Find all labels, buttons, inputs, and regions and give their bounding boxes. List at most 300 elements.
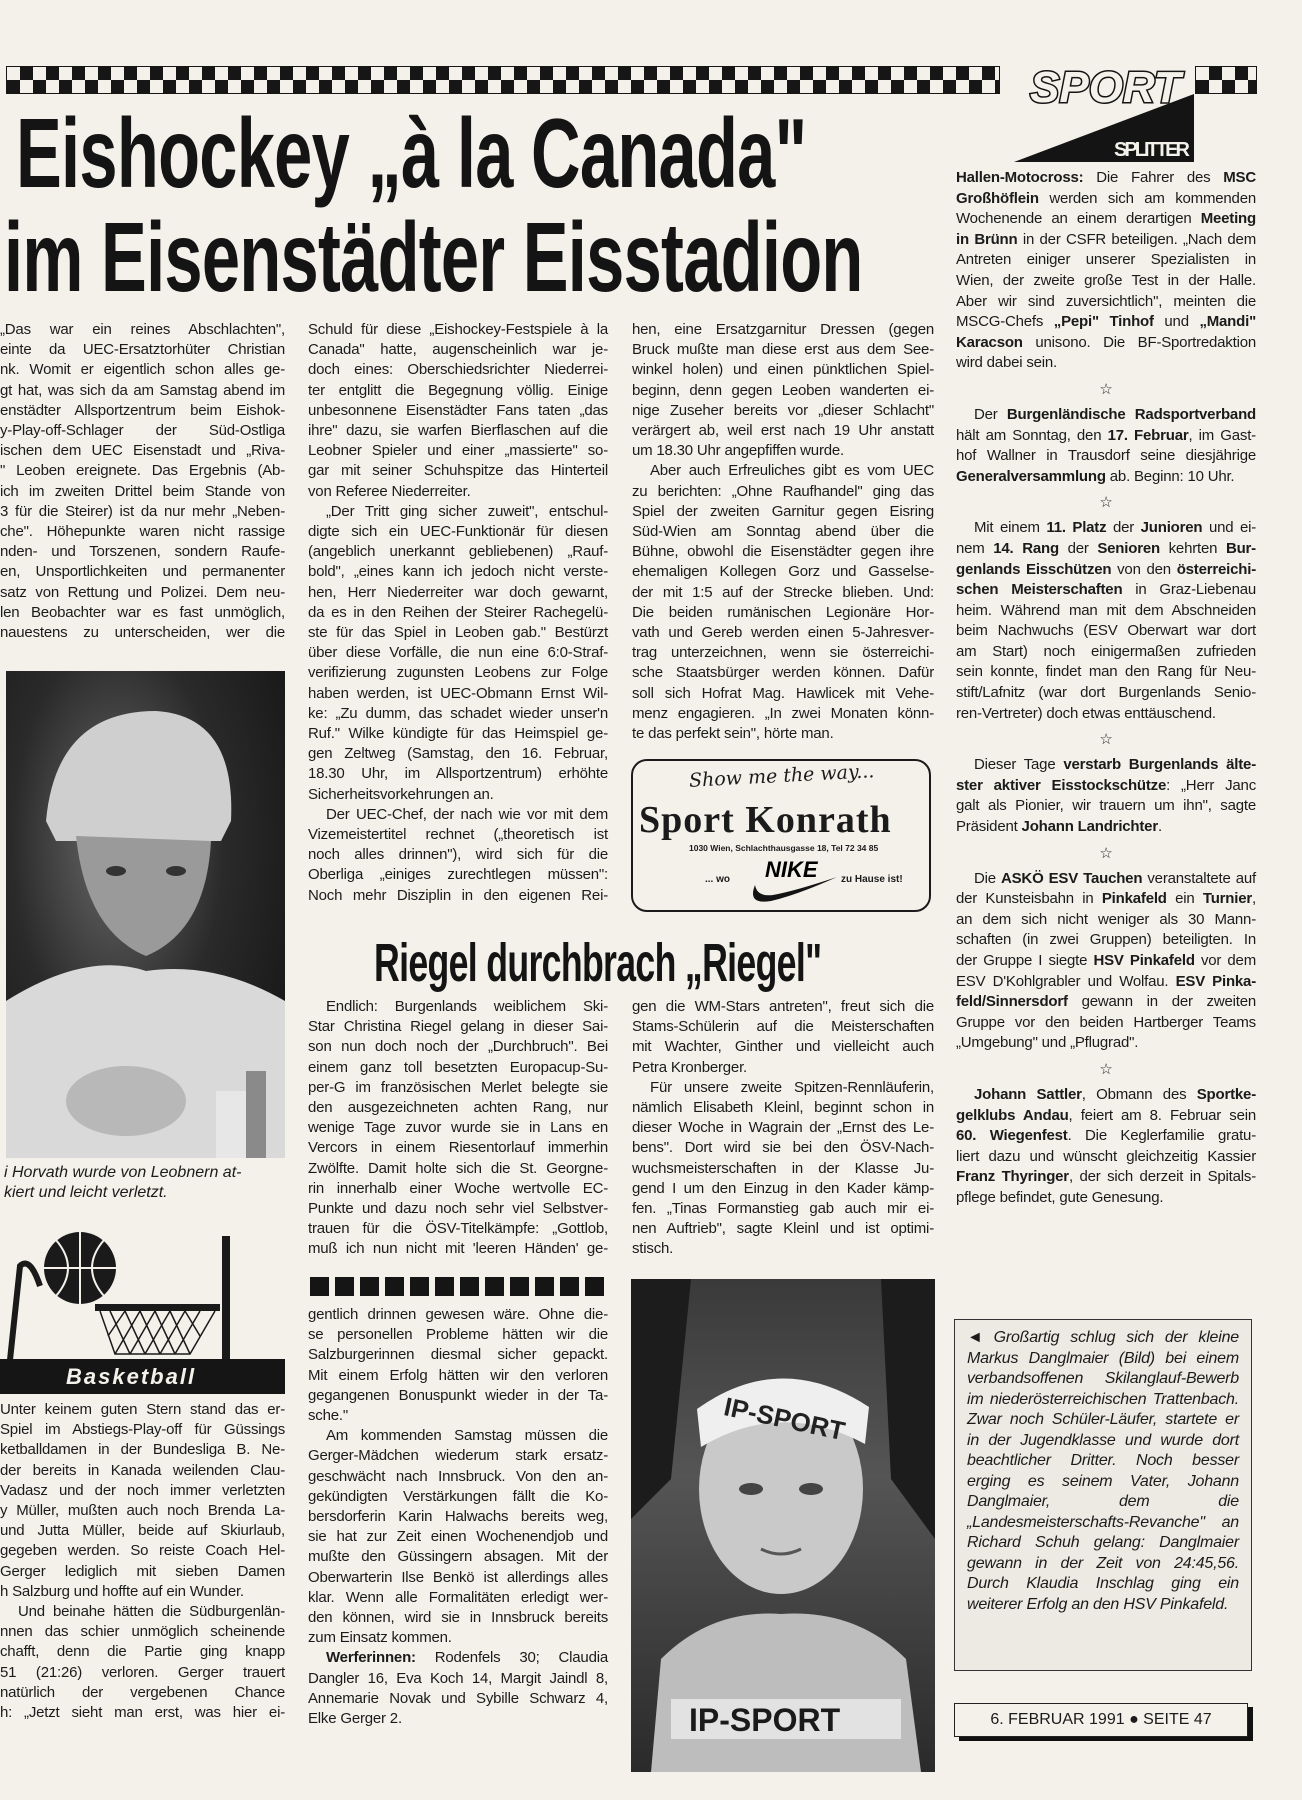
text: ein — [1166, 890, 1203, 908]
text-line — [632, 320, 934, 340]
text-line — [0, 320, 285, 340]
text-line — [632, 997, 934, 1017]
text: mit Wachter, Ginther und vielleicht auch — [632, 1038, 934, 1056]
text-line — [0, 441, 285, 461]
text: Die Fahrer des — [1083, 169, 1224, 186]
text-line — [308, 1709, 608, 1729]
headband-text: IP-SPORT — [721, 1391, 848, 1447]
text: Aber auch Erfreuliches gibt es vom UEC — [650, 462, 934, 480]
text: der Kunsteisbahn in — [956, 890, 1102, 908]
text: von Referee Niederreiter. — [308, 482, 471, 500]
photo-caption — [4, 1163, 289, 1203]
text: der — [1106, 519, 1141, 537]
text: liert dazu und wünscht gleichzeitig Kassier — [956, 1147, 1256, 1165]
news-item — [956, 869, 1256, 1054]
news-item — [956, 1085, 1256, 1209]
text-line — [0, 1481, 285, 1501]
text-line — [632, 643, 934, 663]
text: einte da UEC-Ersatztorhüter Christian — [0, 341, 285, 359]
text-line — [308, 1159, 608, 1179]
bold-text: ASKÖ ESV Tauchen — [1001, 869, 1143, 887]
bold-text: Generalversammlung — [956, 467, 1106, 485]
text-line — [632, 360, 934, 380]
text-line — [308, 583, 608, 603]
text-line — [308, 886, 608, 906]
text-line — [0, 502, 285, 522]
text-line — [632, 441, 934, 461]
text: gegeben werden. So reiste Coach Hel- — [0, 1542, 285, 1560]
star-separator-icon: ☆ — [1099, 1060, 1113, 1078]
text-line — [0, 1602, 285, 1622]
text-line — [308, 684, 608, 704]
bold-text: Hallen-Motocross: — [956, 169, 1084, 186]
text: und ei- — [1202, 519, 1257, 537]
text-line — [308, 845, 608, 865]
text: galt als Pionier, wir trauern um ihn", sagte — [956, 797, 1256, 815]
basketball-article-col-b — [308, 1305, 608, 1729]
text: nk. Womit er eigentlich schon alles ge- — [0, 361, 285, 379]
text-line — [956, 992, 1256, 1013]
text-line — [632, 1138, 934, 1158]
paragraph — [0, 320, 285, 643]
text: „Der Tritt ging sicher zuweit", entschul- — [326, 502, 608, 520]
main-headline-line2: im Eisenstädter Eisstadion — [4, 202, 863, 312]
text-line — [632, 623, 934, 643]
bold-text: Junioren — [1140, 519, 1203, 537]
text-line — [956, 1167, 1256, 1188]
main-headline-line1: Eishockey „à la Canada" — [16, 98, 807, 208]
text-line — [308, 1325, 608, 1345]
text: Star Christina Riegel gelang in dieser Sai- — [308, 1018, 608, 1036]
text: Ruf." Wilke kündigte für das Heimspiel ge- — [308, 725, 608, 743]
text-line — [308, 744, 608, 764]
bold-text: 11. Platz — [1046, 519, 1107, 537]
bold-text: Pinkafeld — [1101, 890, 1167, 908]
text-line — [308, 997, 608, 1017]
text-line — [308, 320, 608, 340]
text: len Beobachter war es fast unmöglich, — [0, 603, 285, 621]
text: 51 (21:26) verloren. Gerger trauert — [0, 1663, 285, 1681]
text: nen Auftrieb", sagte Kleinl und ist optimi- — [632, 1220, 934, 1238]
text: ich im zweiten Drittel beim Stande von — [0, 482, 285, 500]
text-line — [956, 642, 1256, 663]
paragraph — [308, 502, 608, 805]
danglmaier-photo — [631, 1279, 935, 1772]
text-line — [308, 1628, 608, 1648]
text: digte sich ein UEC-Funktionär für diesen — [308, 523, 608, 541]
text-line — [632, 1118, 934, 1138]
text: , im Gast- — [1188, 426, 1256, 444]
bold-text: 60. Wiegenfest — [956, 1127, 1068, 1145]
ad-address: 1030 Wien, Schlachthausgasse 18, Tel 72 34 85 — [689, 843, 879, 853]
text: unisono. Die BF-Sportredaktion — [1022, 333, 1256, 351]
text: und Jutta Müller, beide auf Skiurlaub, — [0, 1522, 285, 1540]
text-line — [956, 405, 1256, 426]
text-line — [308, 1426, 608, 1446]
text-line — [0, 340, 285, 360]
text: (angeblich unerkannt gebliebenen) „Rauf- — [308, 543, 608, 561]
photo-caption-line2: kiert und leicht verletzt. — [4, 1184, 168, 1201]
text: Gruppe vor den beiden Hartberger Teams — [956, 1013, 1256, 1031]
text: Oberliga „einiges zurechtlegen müssen": — [308, 866, 608, 884]
ad-slogan: Show me the way... — [688, 760, 875, 792]
text: . — [1157, 818, 1162, 836]
bold-text: verstarb Burgenlands älte- — [1063, 756, 1256, 774]
text-line — [632, 421, 934, 441]
text-line — [0, 603, 285, 623]
text: nem — [956, 539, 994, 557]
paragraph — [0, 1602, 285, 1723]
text: hen, eine Ersatzgarnitur Dressen (gegen — [632, 321, 934, 338]
text-line — [632, 663, 934, 683]
text-line — [632, 502, 934, 522]
text-line — [956, 168, 1256, 189]
text: der mit 1:5 auf der Strecke blieben. Und: — [632, 583, 934, 601]
text: ischen dem UEC Eisenstadt und „Riva- — [0, 442, 285, 460]
text: trauen für die ÖSV-Titelkämpfe: „Gottlob, — [308, 1220, 608, 1238]
text: sie hat zur Zeit einen Wochenendjob und — [308, 1528, 608, 1546]
text: Vadasz und der noch immer verletzten — [0, 1481, 285, 1499]
text: Der UEC-Chef, der nach wie vor mit dem — [326, 805, 608, 823]
text: che". Höhepunkte waren nicht rassige — [0, 523, 285, 541]
text-line — [0, 461, 285, 481]
text-line — [632, 401, 934, 421]
text-line — [956, 869, 1256, 890]
text-line — [0, 1582, 285, 1602]
text-line — [632, 1037, 934, 1057]
bold-text: feld/Sinnersdorf — [956, 993, 1068, 1011]
bold-text: HSV Pinkafeld — [1093, 952, 1195, 969]
text-line — [956, 230, 1256, 251]
text-line — [308, 502, 608, 522]
star-separator-icon: ☆ — [1099, 494, 1113, 512]
text: der Gruppe I siegte — [956, 952, 1094, 969]
text: MSCG-Chefs — [956, 313, 1054, 331]
text: zu berichten: „Ohne Raufhandel" ging das — [632, 482, 934, 500]
text-line — [308, 1058, 608, 1078]
text: : „Herr Janc — [1166, 776, 1256, 794]
text-line — [308, 1547, 608, 1567]
text: von den — [1111, 560, 1177, 578]
text-line — [308, 1098, 608, 1118]
text: ren-Vertreter) doch etwas enttäuschend. — [956, 704, 1216, 722]
text: dieser Woche in Wagrain der „Ernst des Le- — [632, 1119, 934, 1137]
text: vath und Gereb werden einen 5-Jahresver- — [632, 624, 934, 642]
text-line — [632, 562, 934, 582]
main-article-col3 — [632, 320, 934, 744]
text-line — [632, 1078, 934, 1098]
text: wenige Tage zuvor wurde sie in Lans en — [308, 1119, 608, 1137]
text: te das perfekt sein", hörte man. — [632, 725, 834, 743]
text-line — [956, 1188, 1256, 1209]
text-line — [632, 340, 934, 360]
bold-text: Burgenländische Radsportverband — [1006, 405, 1256, 423]
text: bold", „eines kann ich jedoch nicht verste- — [308, 563, 608, 581]
text: Rodenfels 30; Claudia — [415, 1649, 608, 1667]
text-line — [956, 292, 1256, 313]
text-line — [0, 562, 285, 582]
text: wuchsmeisterschaften in der Klasse Ju- — [632, 1159, 934, 1177]
text: per-G im französischen Merlet belegte sie — [308, 1078, 608, 1096]
section-divider-squares — [310, 1277, 608, 1296]
text: Und beinahe hätten die Südburgenlän- — [18, 1603, 285, 1621]
ad-suffix: zu Hause ist! — [841, 874, 903, 885]
text-line — [632, 1199, 934, 1219]
text: h Salzburg und hoffte auf ein Wunder. — [0, 1582, 244, 1600]
text: sche Staatsbürger werden können. Dafür — [632, 664, 934, 682]
text: bens". Dort wird sie bei den ÖSV-Nach- — [632, 1139, 934, 1157]
text-line — [956, 467, 1256, 488]
text-line — [308, 643, 608, 663]
text: nnen das schier unmöglich scheinende — [0, 1623, 285, 1641]
text: ab. Beginn: 10 Uhr. — [1105, 467, 1235, 485]
svg-text:NIKE: NIKE — [765, 857, 818, 882]
hockey-player-photo — [6, 671, 285, 1158]
text: son nun doch noch der „Durchbruch". Bei — [308, 1038, 608, 1056]
text: ke: „Zu dumm, das schadet wieder unser'n — [308, 704, 608, 722]
text-line — [632, 1239, 934, 1259]
text: Sicherheitsvorkehrungen an. — [308, 785, 494, 803]
text: sche." — [308, 1407, 348, 1425]
text-line — [0, 583, 285, 603]
text: Die — [974, 869, 1001, 887]
text-line — [0, 1440, 285, 1460]
sport-splitter-column — [956, 168, 1256, 1209]
text: y-Play-off-Schlager der Süd-Ostliga — [0, 422, 285, 440]
text-line — [632, 461, 934, 481]
text-line — [0, 1642, 285, 1662]
text: stisch. — [632, 1240, 674, 1258]
text: gt hat, was sich da am Samstag abend im — [0, 381, 285, 399]
text: Stams-Schülerin auf die Meisterschaften — [632, 1018, 934, 1036]
text: Leobner Spieler und einer „massierte" so- — [308, 442, 608, 460]
text-line — [308, 522, 608, 542]
text-line — [308, 724, 608, 744]
text: haben werden, ist UEC-Obmann Ernst Wil- — [308, 684, 608, 702]
text-line — [308, 340, 608, 360]
text-line — [0, 1541, 285, 1561]
text: unbesonnene Eisenstädter Fans taten „das — [308, 401, 608, 419]
photo-caption-line1: i Horvath wurde von Leobnern at- — [4, 1164, 242, 1181]
text: zum Einsatz kommen. — [308, 1629, 452, 1647]
text-line — [0, 1521, 285, 1541]
bold-text: in Brünn — [956, 230, 1018, 248]
text: gekündigten Verstärkungen fällt die Ko- — [308, 1487, 608, 1505]
text: Annemarie Novak und Sybille Schwarz 4, — [308, 1689, 608, 1707]
text: ihre" dazu, sie warfen Bierflaschen auf die — [308, 422, 608, 440]
text: in Graz-Liebenau — [1122, 581, 1256, 599]
text-line — [956, 518, 1256, 539]
text-line — [0, 542, 285, 562]
text-line — [632, 1179, 934, 1199]
text: Süd-Wien am Sonntag abend über die — [632, 523, 934, 541]
text: chafft, denn die Partie ging knapp — [0, 1643, 285, 1661]
bold-text: 17. Februar — [1107, 426, 1189, 444]
text-line — [0, 1703, 285, 1723]
text: Am kommenden Samstag müssen die — [326, 1427, 608, 1445]
text-line — [956, 972, 1256, 993]
text-line — [0, 401, 285, 421]
logo-sport-text: SPORT — [1030, 63, 1181, 112]
text: " Leoben ereignete. Das Ergebnis (Ab- — [0, 462, 285, 480]
news-item — [956, 168, 1256, 374]
text: Der — [974, 405, 1007, 423]
text: Zwölfte. Damit holte sich die St. Georgne- — [308, 1159, 608, 1177]
text: nden- und Torszenen, sondern Raufe- — [0, 543, 285, 561]
text-line — [632, 482, 934, 502]
text-line — [0, 1663, 285, 1683]
text: um 18.30 Uhr angepfiffen wurde. — [632, 442, 844, 460]
main-article-col2 — [308, 320, 608, 906]
text-line — [956, 1085, 1256, 1106]
text: beim Nachwuchs (ESV Oberwart war dort — [956, 622, 1256, 640]
text: ter entglitt die Begegnung völlig. Einige — [308, 381, 608, 399]
text-line — [308, 1345, 608, 1365]
text: Bühne, obwohl die Eisenstädter gegen ihre — [632, 543, 934, 561]
text-line — [308, 764, 608, 784]
bold-text: österreichi- — [1176, 560, 1256, 578]
text: , Obmann des — [1081, 1085, 1197, 1103]
text-line — [0, 1622, 285, 1642]
basketball-section-bar — [0, 1359, 285, 1394]
text: nige Zuseher bereits vor „dieser Schlacht" — [632, 401, 934, 419]
text-line — [632, 542, 934, 562]
text: „Das war ein reines Abschlachten", — [0, 321, 285, 338]
text-line — [956, 776, 1256, 797]
text-line — [308, 1138, 608, 1158]
text-line — [308, 562, 608, 582]
bold-text: Bur- — [1225, 539, 1256, 557]
text: nauestens zu unterscheiden, wer die — [0, 624, 285, 642]
text: Petra Kronberger. — [632, 1058, 748, 1076]
text: den ausgezeichneten achten Rang, nur — [308, 1099, 608, 1117]
text-line — [956, 1106, 1256, 1127]
text-line — [632, 1058, 934, 1078]
text-line — [0, 522, 285, 542]
text: in der CSFR beteiligen. „Nach dem — [1017, 230, 1256, 248]
text: der — [1058, 539, 1098, 557]
text: Die beiden rumänischen Legionäre Hor- — [632, 603, 934, 621]
text-line — [0, 1461, 285, 1481]
text: doch eines: Oberschiedsrichter Niederrei- — [308, 361, 608, 379]
paragraph — [308, 1426, 608, 1648]
text: Spiel im Abstiegs-Play-off für Güssings — [0, 1421, 285, 1439]
text: ketballdamen in der Bundesliga B. Ne- — [0, 1441, 285, 1459]
text: der bereits in Kanada weilenden Clau- — [0, 1461, 285, 1479]
text: natürlich der vergebenen Chance — [0, 1683, 285, 1701]
text: Bruck mußte man diese erst aus dem See- — [632, 341, 934, 359]
paragraph — [632, 320, 934, 461]
text: trag unterzeichnen, wenn sie österreichi- — [632, 644, 934, 662]
star-separator-icon: ☆ — [1099, 844, 1113, 862]
paragraph — [308, 1648, 608, 1729]
text: hof Wallner in Trausdorf seine diesjährige — [956, 447, 1256, 465]
text-line — [0, 1420, 285, 1440]
text-line — [632, 583, 934, 603]
text-line — [0, 1683, 285, 1703]
text: Noch mehr Disziplin in den eigenen Rei- — [308, 886, 608, 904]
text: en, Unsportlichkeiten und permanenter — [0, 563, 285, 581]
text-line — [308, 1366, 608, 1386]
text: Präsident — [956, 818, 1022, 836]
text: Wochenende an einem derartigen — [956, 210, 1201, 228]
text: nämlich Elisabeth Kleinl, beginnt schon in — [632, 1099, 934, 1117]
text-line — [956, 755, 1256, 776]
text-line — [308, 1467, 608, 1487]
text: 18.30 Uhr, im Allsportzentrum) erhöhte — [308, 765, 608, 783]
text: vor dem — [1194, 952, 1256, 969]
bold-text: MSC — [1223, 169, 1256, 186]
text: satz von Rettung und Polizei. Dem neu- — [0, 583, 285, 601]
text-line — [308, 1588, 608, 1608]
text-line — [308, 865, 608, 885]
text: gegangenen Bonuspunkt wieder in der Ta- — [308, 1386, 608, 1404]
text: se personellen Probleme hätten wir die — [308, 1326, 608, 1344]
text: Endlich: Burgenlands weiblichem Ski- — [326, 998, 608, 1015]
text-line — [308, 1487, 608, 1507]
text: ste für das Spiel in Leoben gab." Bestürzt — [308, 624, 608, 642]
text-line — [632, 522, 934, 542]
text-line — [308, 401, 608, 421]
bold-text: Sportke- — [1196, 1085, 1256, 1103]
text: am Start) noch einigermaßen zufrieden — [956, 642, 1256, 660]
text: 3 für die Steirer) ist da nur mehr „Neben- — [0, 502, 285, 520]
text-line — [308, 704, 608, 724]
text: . Die Keglerfamilie gratu- — [1067, 1127, 1256, 1145]
text-line — [308, 381, 608, 401]
text: Elke Gerger 2. — [308, 1710, 402, 1728]
text-line — [308, 623, 608, 643]
paragraph — [632, 461, 934, 744]
text-line — [956, 271, 1256, 292]
text: Spiel der zweiten Garnitur gegen Eisring — [632, 502, 934, 520]
text-line — [632, 724, 934, 744]
paragraph — [308, 1305, 608, 1426]
shirt-text: IP-SPORT — [689, 1702, 841, 1738]
basketball-section-label: Basketball — [66, 1364, 197, 1389]
nike-swoosh-logo — [747, 857, 839, 907]
bold-text: genlands Eisschützen — [956, 560, 1112, 578]
news-item — [956, 405, 1256, 487]
text: „Umgebung" und „Pflugrad". — [956, 1034, 1139, 1052]
checkered-rule — [6, 66, 1000, 94]
sport-splitter-logo — [1010, 60, 1196, 164]
text: den können, wird sie in Innsbruck bereits — [308, 1609, 608, 1627]
ad-brand: Sport Konrath — [639, 799, 892, 841]
text-line — [956, 817, 1256, 838]
text-line — [956, 621, 1256, 642]
basketball-hoop-graphic — [0, 1226, 285, 1360]
text-line — [308, 1406, 608, 1426]
text: enstädter Allsportzentrum beim Eishok- — [0, 401, 285, 419]
text-line — [308, 461, 608, 481]
text: Wien, der zweite große Test in der Halle. — [956, 271, 1256, 289]
text-line — [956, 426, 1256, 447]
text: einem ganz toll besetzten Europacup-Su- — [308, 1058, 608, 1076]
sport-konrath-ad — [631, 759, 931, 912]
text: Vizemeistertitel rechnet („theoretisch ist — [308, 826, 608, 844]
text: veranstaltete auf — [1142, 869, 1256, 887]
text-line — [956, 910, 1256, 931]
text-line — [956, 601, 1256, 622]
text: noch alles drinnen"), wird sich für die — [308, 846, 608, 864]
text: Salzburgerinnen diesmal sicher gepackt. — [308, 1346, 608, 1364]
news-item — [956, 755, 1256, 837]
paragraph — [308, 805, 608, 906]
text-line — [308, 805, 608, 825]
text-line — [956, 930, 1256, 951]
text-line — [956, 889, 1256, 910]
